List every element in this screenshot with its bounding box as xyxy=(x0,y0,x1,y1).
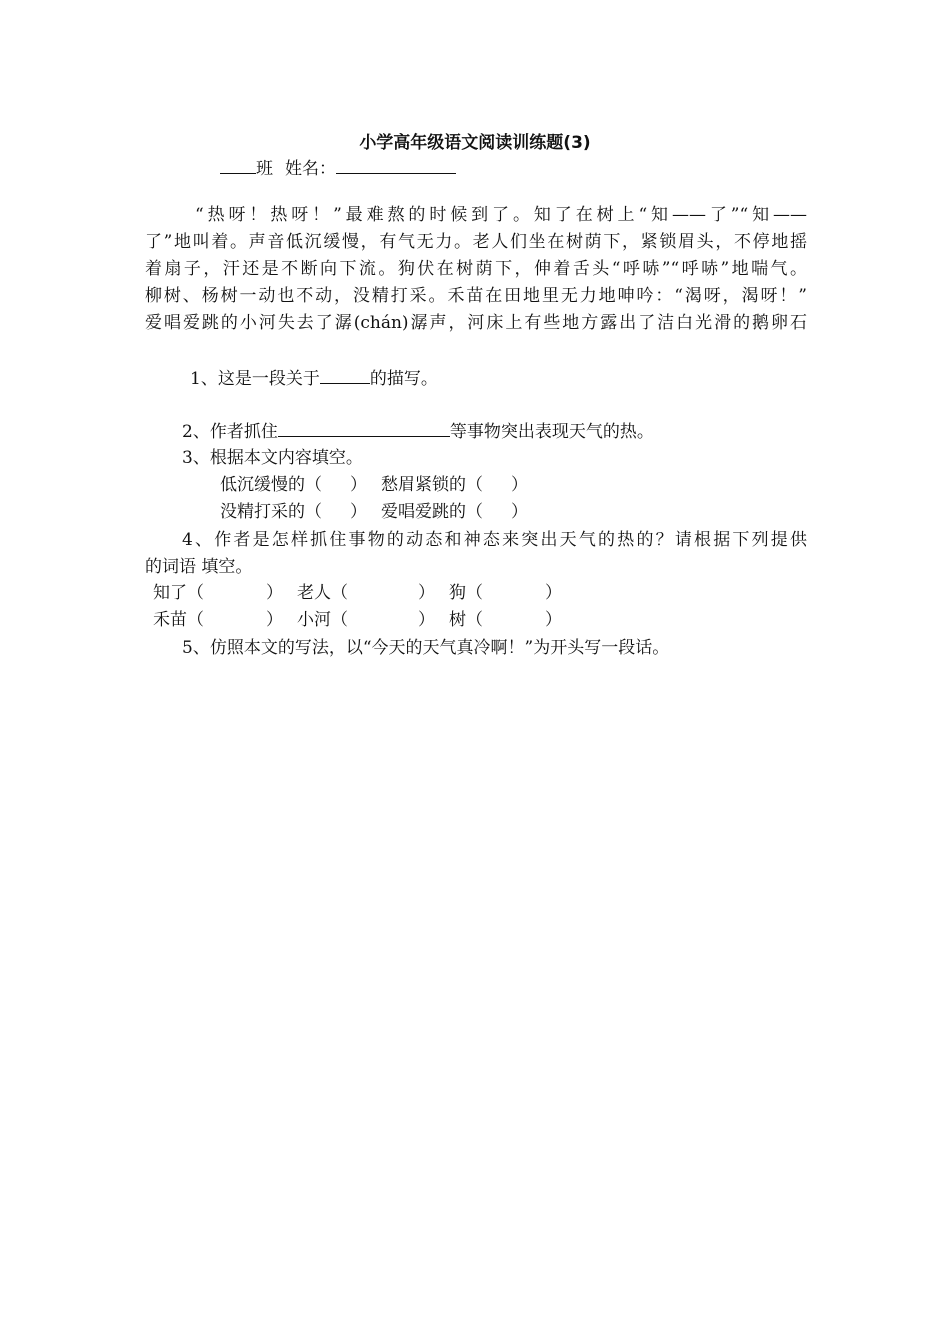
question-1-blank[interactable] xyxy=(320,365,370,384)
question-2-prefix: 2、作者抓住 xyxy=(182,422,278,442)
question-4-row-1 xyxy=(153,580,562,607)
fill-item-close: ） xyxy=(418,583,435,603)
fill-item-close: ） xyxy=(545,610,562,630)
fill-item-close: ） xyxy=(350,502,367,522)
question-4-row-2 xyxy=(153,607,562,634)
fill-item-label: 爱唱爱跳的（ xyxy=(381,502,483,522)
fill-item-label: 愁眉紧锁的（ xyxy=(381,475,483,495)
question-5: 5、仿照本文的写法，以“今天的天气真冷啊！”为开头写一段话。 xyxy=(182,638,670,658)
fill-item-label: 没精打采的（ xyxy=(220,502,322,522)
fill-item-label: 狗（ xyxy=(449,583,483,603)
fill-item-close: ） xyxy=(545,583,562,603)
fill-item-close: ） xyxy=(418,610,435,630)
passage-line-1: “热呀！热呀！”最难熬的时候到了。知了在树上“知——了”“知—— xyxy=(195,205,807,225)
class-blank[interactable] xyxy=(220,155,256,174)
fill-item-close: ） xyxy=(350,475,367,495)
question-1-prefix: 1、这是一段关于 xyxy=(190,369,320,389)
name-blank[interactable] xyxy=(336,155,456,174)
fill-item-close: ） xyxy=(511,475,528,495)
name-label: 姓名： xyxy=(285,159,336,179)
question-2-suffix: 等事物突出表现天气的热。 xyxy=(449,422,654,442)
fill-item-label: 低沉缓慢的（ xyxy=(220,475,322,495)
fill-item-label: 知了（ xyxy=(153,583,204,603)
class-label: 班 xyxy=(256,159,273,179)
question-1 xyxy=(190,365,438,393)
passage-line-5: 爱唱爱跳的小河失去了潺(chán)潺声，河床上有些地方露出了洁白光滑的鹅卵石 xyxy=(145,313,807,333)
question-2-blank[interactable] xyxy=(278,418,450,437)
question-4-line-1: 4、作者是怎样抓住事物的动态和神态来突出天气的热的？请根据下列提供 xyxy=(182,530,807,550)
fill-item-label: 老人（ xyxy=(297,583,348,603)
fill-item-label: 禾苗（ xyxy=(153,610,204,630)
question-3: 3、根据本文内容填空。 xyxy=(182,448,363,468)
question-1-suffix: 的描写。 xyxy=(369,369,438,389)
fill-item-close: ） xyxy=(266,610,283,630)
fill-item-label: 树（ xyxy=(449,610,483,630)
passage-line-2: 了”地叫着。声音低沉缓慢，有气无力。老人们坐在树荫下，紧锁眉头，不停地摇 xyxy=(145,232,807,252)
fill-item-close: ） xyxy=(266,583,283,603)
passage-line-4: 柳树、杨树一动也不动，没精打采。禾苗在田地里无力地呻吟：“渴呀，渴呀！” xyxy=(145,286,807,306)
passage-line-3: 着扇子，汗还是不断向下流。狗伏在树荫下，伸着舌头“呼哧”“呼哧”地喘气。 xyxy=(145,259,807,279)
worksheet-title: 小学高年级语文阅读训练题(3) xyxy=(359,133,591,153)
fill-item-close: ） xyxy=(511,502,528,522)
question-2 xyxy=(182,418,654,446)
question-4-line-2: 的词语 填空。 xyxy=(145,557,253,577)
question-3-row-1 xyxy=(220,472,528,499)
fill-item-label: 小河（ xyxy=(297,610,348,630)
class-name-line xyxy=(220,155,456,183)
question-3-row-2 xyxy=(220,499,528,526)
